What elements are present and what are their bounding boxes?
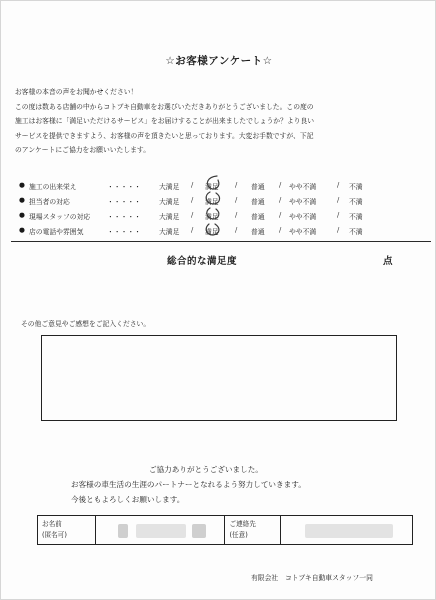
name-label-cell: [38, 516, 96, 545]
rating-item-label: 店の電話や雰囲気: [29, 228, 84, 236]
option-satisfied[interactable]: 満足: [205, 198, 219, 206]
option-separator: /: [191, 226, 194, 234]
leader-dots: ・・・・・: [107, 213, 141, 221]
option-somewhat-dissatisfied[interactable]: やや不満: [289, 228, 317, 236]
rating-row: [19, 181, 423, 196]
company-signature: 有限会社 コトブキ自動車スタッフ一同: [251, 574, 373, 582]
option-somewhat-dissatisfied[interactable]: やや不満: [289, 183, 317, 191]
option-very-satisfied[interactable]: 大満足: [159, 213, 180, 221]
option-neutral[interactable]: 普通: [251, 213, 265, 221]
option-separator: /: [337, 196, 340, 204]
rating-item-label: 施工の出来栄え: [29, 183, 77, 191]
redacted-block: [136, 524, 186, 538]
option-dissatisfied[interactable]: 不満: [349, 228, 363, 236]
leader-dots: ・・・・・: [107, 183, 141, 191]
name-field[interactable]: [95, 516, 225, 545]
redacted-block: [305, 524, 393, 538]
thanks-line: 今後ともよろしくお願いします。: [71, 495, 185, 504]
option-satisfied[interactable]: 満足: [205, 183, 219, 191]
option-separator: /: [337, 211, 340, 219]
option-dissatisfied[interactable]: 不満: [349, 183, 363, 191]
overall-score-unit: 点: [383, 256, 393, 267]
option-dissatisfied[interactable]: 不満: [349, 198, 363, 206]
option-separator: /: [235, 181, 238, 189]
option-very-satisfied[interactable]: 大満足: [159, 228, 180, 236]
option-separator: /: [337, 226, 340, 234]
rating-row: [19, 211, 423, 226]
bullet-icon: ●: [19, 226, 25, 234]
overall-satisfaction-title: 総合的な満足度: [167, 256, 238, 267]
rating-item-label: 担当者の対応: [29, 198, 70, 206]
intro-text: [15, 85, 427, 158]
thanks-line: ご協力ありがとうございました。: [149, 465, 263, 474]
overall-divider: [11, 241, 431, 242]
intro-line: 施工はお客様に「満足いただけるサービス」をお届けすることが出来ましたでしょうか？より良い: [15, 117, 315, 125]
option-separator: /: [279, 226, 282, 234]
intro-line: お客様の本音の声をお聞かせください！: [15, 88, 138, 96]
redacted-block: [192, 524, 206, 538]
intro-line: のアンケートにご協力をお願いいたします。: [15, 146, 150, 154]
intro-line: サービスを提供できますよう、お客様の声を頂きたいと思っております。大変お手数ですが、下記: [15, 131, 314, 140]
option-separator: /: [191, 181, 194, 189]
option-separator: /: [279, 181, 282, 189]
option-separator: /: [235, 226, 238, 234]
rating-row: [19, 196, 423, 211]
bullet-icon: ●: [19, 181, 25, 189]
leader-dots: ・・・・・: [107, 228, 141, 236]
option-separator: /: [191, 196, 194, 204]
comments-box[interactable]: [41, 335, 397, 421]
option-separator: /: [279, 196, 282, 204]
redacted-block: [118, 524, 128, 538]
option-neutral[interactable]: 普通: [251, 198, 265, 206]
name-anonymous-note: (匿名可): [42, 531, 67, 539]
option-satisfied[interactable]: 満足: [205, 228, 219, 236]
rating-item-label: 現場スタッフの対応: [29, 213, 91, 221]
option-dissatisfied[interactable]: 不満: [349, 213, 363, 221]
contact-optional-note: (任意): [229, 531, 248, 539]
thanks-message: [1, 462, 436, 507]
intro-line: この度は数ある店舗の中からコトブキ自動車をお選びいただきありがとうございました。この度の: [15, 102, 314, 111]
option-very-satisfied[interactable]: 大満足: [159, 198, 180, 206]
contact-label-cell: [225, 516, 281, 545]
comments-label: その他ご意見やご感想をご記入ください。: [21, 320, 151, 328]
option-separator: /: [279, 211, 282, 219]
option-neutral[interactable]: 普通: [251, 228, 265, 236]
option-separator: /: [235, 196, 238, 204]
rating-row: [19, 226, 423, 241]
option-somewhat-dissatisfied[interactable]: やや不満: [289, 213, 317, 221]
option-separator: /: [235, 211, 238, 219]
option-very-satisfied[interactable]: 大満足: [159, 183, 180, 191]
ratings-section: [19, 181, 423, 241]
name-label: お名前: [42, 520, 62, 528]
survey-title: ☆お客様アンケート☆: [165, 55, 273, 67]
option-somewhat-dissatisfied[interactable]: やや不満: [289, 198, 317, 206]
contact-table: [37, 515, 413, 545]
leader-dots: ・・・・・: [107, 198, 141, 206]
bullet-icon: ●: [19, 196, 25, 204]
thanks-line: お客様の車生活の生涯のパートナーとなれるよう努力していきます。: [71, 480, 306, 489]
contact-label: ご連絡先: [229, 520, 256, 528]
option-satisfied[interactable]: 満足: [205, 213, 219, 221]
contact-field[interactable]: [281, 516, 413, 545]
bullet-icon: ●: [19, 211, 25, 219]
option-separator: /: [191, 211, 194, 219]
option-separator: /: [337, 181, 340, 189]
option-neutral[interactable]: 普通: [251, 183, 265, 191]
